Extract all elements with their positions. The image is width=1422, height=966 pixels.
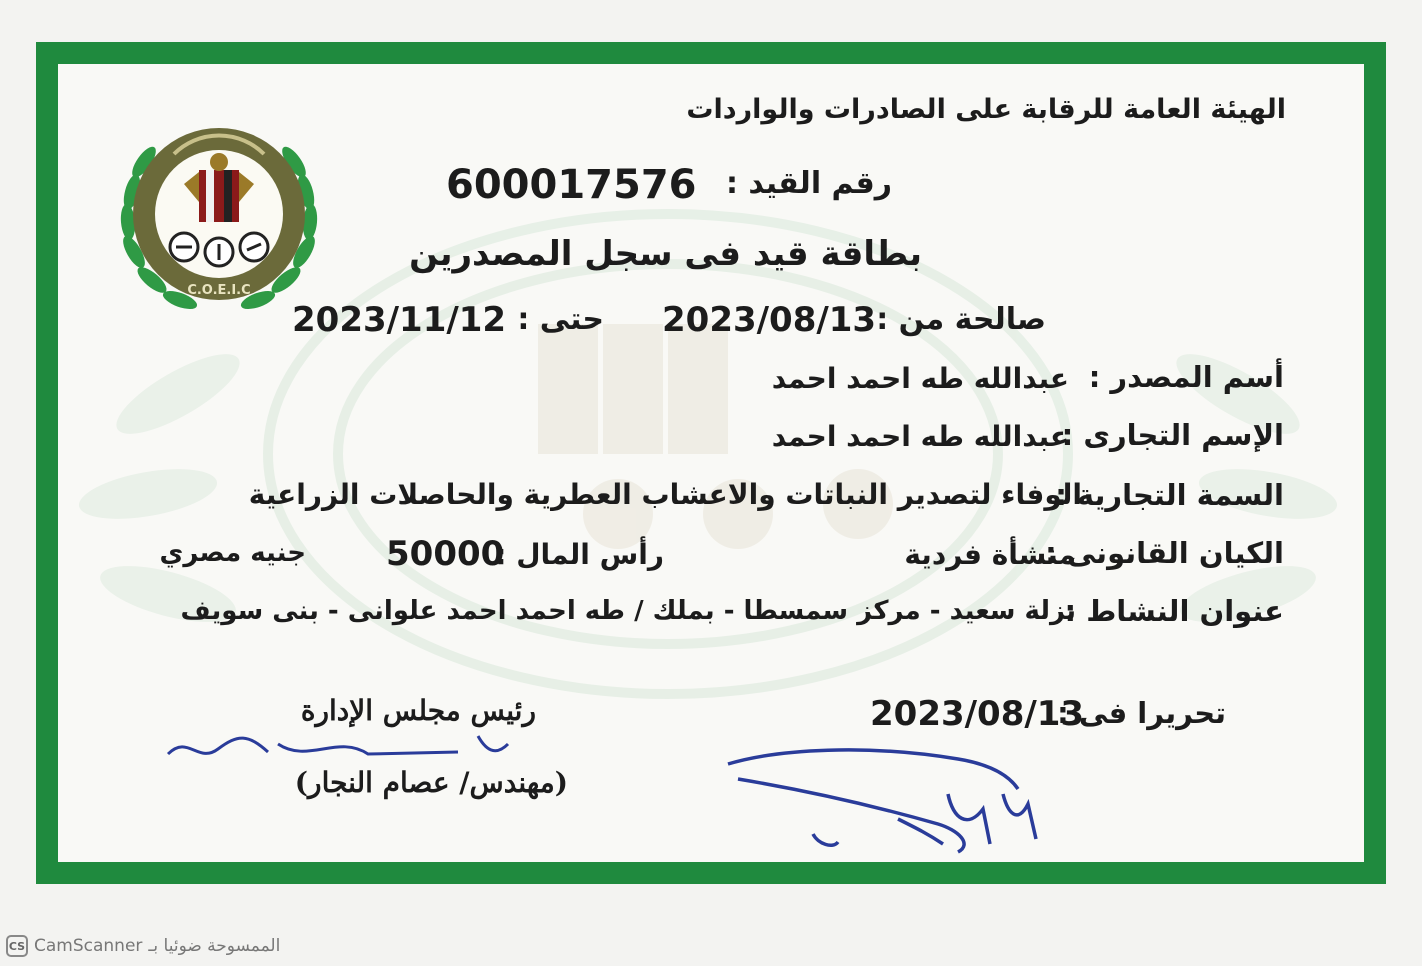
- camscanner-watermark: [6, 934, 280, 958]
- registration-number: 600017576: [446, 162, 697, 208]
- issued-date: 2023/08/13: [870, 694, 1085, 734]
- capital-label: رأس المال :: [495, 538, 664, 571]
- address-value: نزلة سعيد - مركز سمسطا - بملك / طه احمد احمد علوانى - بنى سويف: [180, 596, 1076, 626]
- legal-entity-value: منشأة فردية: [904, 538, 1076, 571]
- authority-name: الهيئة العامة للرقابة على الصادرات والواردات: [686, 94, 1286, 125]
- card-title: بطاقة قيد فى سجل المصدرين: [409, 234, 922, 274]
- brand-name-label: السمة التجارية :: [1055, 478, 1284, 512]
- coeic-logo: [104, 102, 334, 322]
- camscanner-app-name: CamScanner: [34, 936, 143, 956]
- address-label: عنوان النشاط :: [1064, 594, 1284, 628]
- valid-to-label: حتى :: [517, 302, 604, 337]
- legal-entity-label: الكيان القانونى :: [1045, 536, 1284, 570]
- printed-signature: [158, 724, 518, 774]
- signatory-name: (مهندس/ عصام النجار): [294, 766, 568, 799]
- valid-to-date: 2023/11/12: [292, 300, 507, 340]
- logo-initials: C.O.E.I.C: [187, 283, 251, 298]
- signatory-title: رئيس مجلس الإدارة: [300, 694, 536, 727]
- handwritten-signature: [718, 734, 1058, 864]
- trade-name-label: الإسم التجارى :: [1061, 418, 1284, 452]
- currency: جنيه مصري: [159, 538, 306, 568]
- issued-label: تحريرا فى :: [1057, 696, 1226, 730]
- capital-value: 50000: [386, 534, 505, 574]
- trade-name-value: عبدالله طه احمد احمد: [771, 420, 1069, 453]
- valid-from-label: صالحة من :: [876, 302, 1046, 337]
- exporter-name-value: عبدالله طه احمد احمد: [771, 362, 1069, 395]
- brand-name-value: الوفاء لتصدير النباتات والاعشاب العطرية والحاصلات الزراعية: [248, 478, 1082, 511]
- camscanner-icon: CS: [6, 935, 28, 957]
- registration-label: رقم القيد :: [725, 166, 892, 201]
- camscanner-prefix: الممسوحة ضوئيا بـ: [148, 936, 281, 956]
- export-registration-card: [36, 42, 1386, 884]
- valid-from-date: 2023/08/13: [662, 300, 877, 340]
- exporter-name-label: أسم المصدر :: [1088, 360, 1284, 394]
